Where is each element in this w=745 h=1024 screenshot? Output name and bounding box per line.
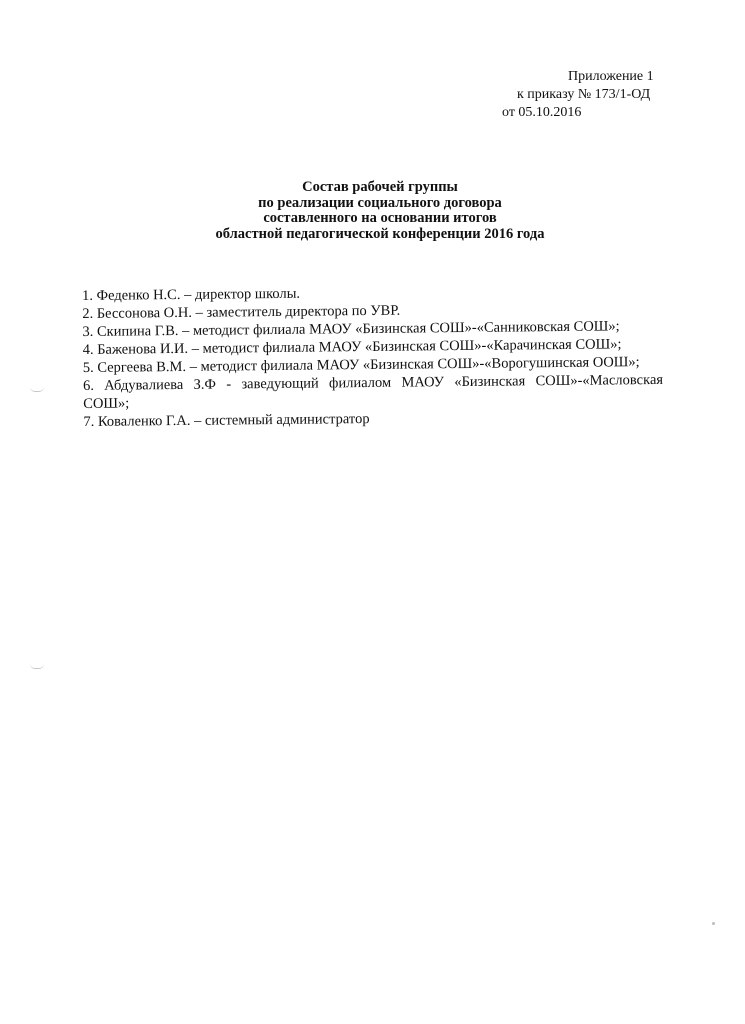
order-number: к приказу № 173/1-ОД — [517, 87, 651, 102]
punch-hole-mark — [30, 664, 44, 669]
title-line-1: Состав рабочей группы — [302, 179, 458, 195]
title-line-2: по реализации социального договора — [258, 194, 502, 211]
list-item-continuation: СОШ»; — [83, 395, 130, 412]
list-item: 5. Сергеева В.М. – методист филиала МАОУ «Бизинская СОШ»-«Ворогушинская ООШ»; — [82, 354, 640, 376]
list-item: 6. Абдувалиева З.Ф - заведующий филиалом МАОУ «Бизинская СОШ»-«Масловская — [82, 371, 664, 394]
scan-speck — [712, 922, 715, 925]
list-item: 3. Скипина Г.В. – методист филиала МАОУ «Бизинская СОШ»-«Санниковская СОШ»; — [82, 318, 620, 340]
list-item: 7. Коваленко Г.А. – системный администратор — [83, 410, 370, 430]
appendix-header — [480, 68, 660, 122]
list-item: 1. Феденко Н.С. – директор школы. — [82, 285, 301, 304]
appendix-label: Приложение 1 — [568, 69, 654, 84]
document-title — [160, 180, 600, 242]
list-item: 4. Баженова И.И. – методист филиала МАОУ «Бизинская СОШ»-«Карачинская СОШ»; — [82, 336, 622, 358]
list-item: 2. Бессонова О.Н. – заместитель директора по УВР. — [82, 302, 401, 322]
title-line-3: составленного на основании итогов — [263, 210, 497, 226]
order-date: от 05.10.2016 — [502, 105, 582, 120]
members-list — [82, 281, 663, 431]
punch-hole-mark — [30, 387, 44, 392]
title-line-4: областной педагогической конференции 2016 года — [215, 225, 545, 242]
